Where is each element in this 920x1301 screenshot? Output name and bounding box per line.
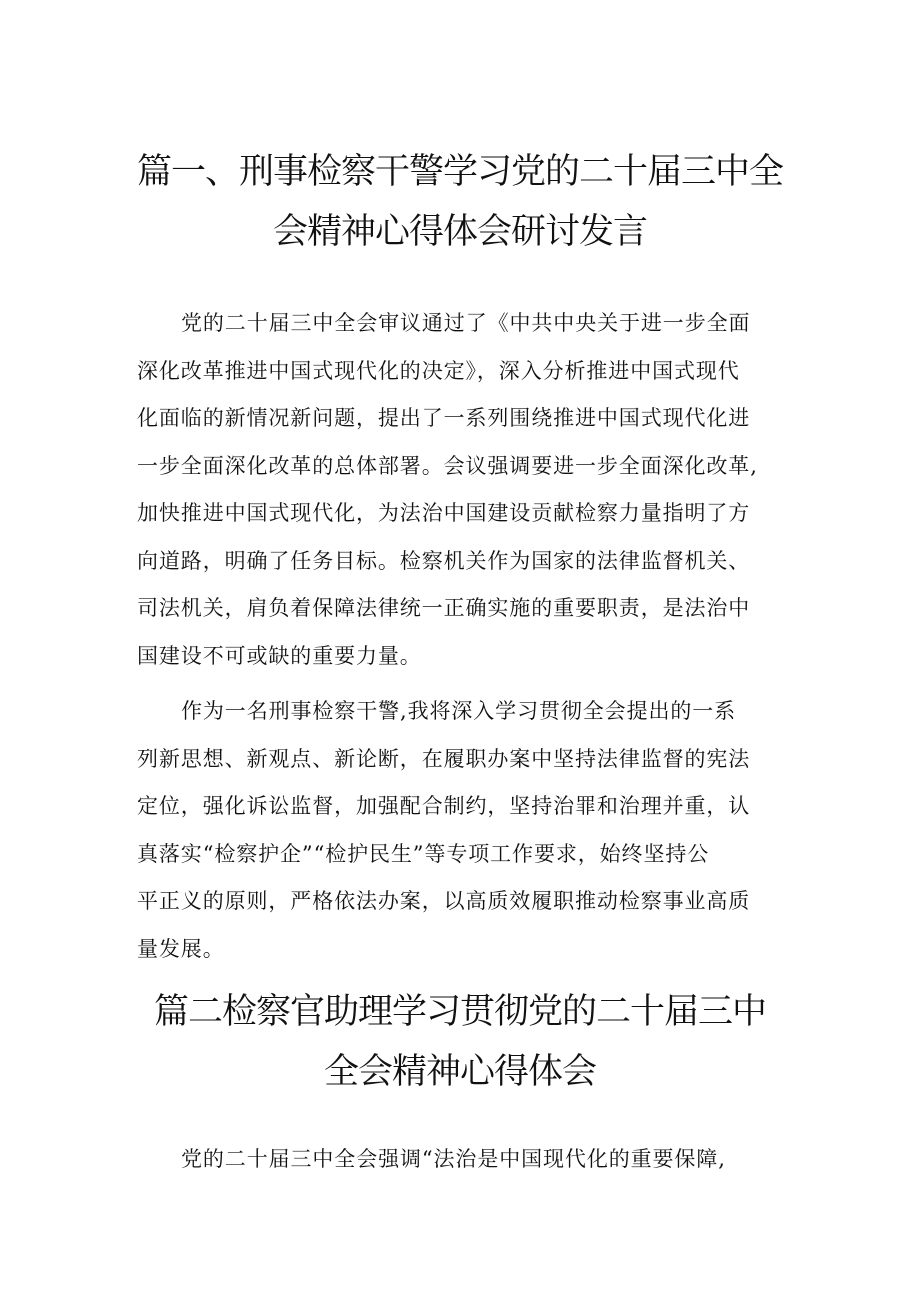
title-line: 全会精神心得体会 xyxy=(323,1052,596,1092)
paragraph-line: 一步全面深化改革的总体部署。会议强调要进一步全面深化改革, xyxy=(137,453,758,478)
paragraph-line: 司法机关，肩负着保障法律统一正确实施的重要职责，是法治中 xyxy=(137,596,751,620)
section-2-paragraph-1 xyxy=(137,1136,787,1184)
paragraph-line: 国建设不可或缺的重要力量。 xyxy=(137,643,422,668)
paragraph-line: 列新思想、新观点、新论断，在履职办案中坚持法律监督的宪法 xyxy=(137,746,751,771)
paragraph-line: 定位，强化诉讼监督，加强配合制约，坚持治罪和治理并重，认 xyxy=(137,794,751,818)
paragraph-line: 加快推进中国式现代化，为法治中国建设贡献检察力量指明了方 xyxy=(137,501,751,525)
paragraph-line: 向道路，明确了任务目标。检察机关作为国家的法律监督机关、 xyxy=(137,548,751,573)
title-line: 篇一、刑事检察干警学习党的二十届三中全 xyxy=(136,152,783,192)
paragraph-line: 党的二十届三中全会强调“法治是中国现代化的重要保障, xyxy=(181,1147,726,1171)
paragraph-line: 党的二十届三中全会审议通过了《中共中央关于进一步全面 xyxy=(181,311,751,335)
title-line: 篇二检察官助理学习贯彻党的二十届三中 xyxy=(153,992,766,1032)
paragraph-line: 化面临的新情况新问题，提出了一系列围绕推进中国式现代化进 xyxy=(137,406,751,430)
section-1-paragraph-1 xyxy=(137,300,787,680)
paragraph-line: 真落实“检察护企”“检护民生”等专项工作要求，始终坚持公 xyxy=(137,841,710,866)
paragraph-line: 深化改革推进中国式现代化的决定》，深入分析推进中国式现代 xyxy=(137,358,740,383)
paragraph-line: 作为一名刑事检察干警,我将深入学习贯彻全会提出的一系 xyxy=(181,699,737,723)
paragraph-line: 量发展。 xyxy=(137,936,225,961)
section-1-title xyxy=(110,142,810,262)
paragraph-line: 平正义的原则，严格依法办案，以高质效履职推动检察事业高质 xyxy=(137,889,751,913)
section-1-paragraph-2 xyxy=(137,688,787,973)
title-line: 会精神心得体会研讨发言 xyxy=(272,212,647,252)
section-2-title xyxy=(110,982,810,1102)
